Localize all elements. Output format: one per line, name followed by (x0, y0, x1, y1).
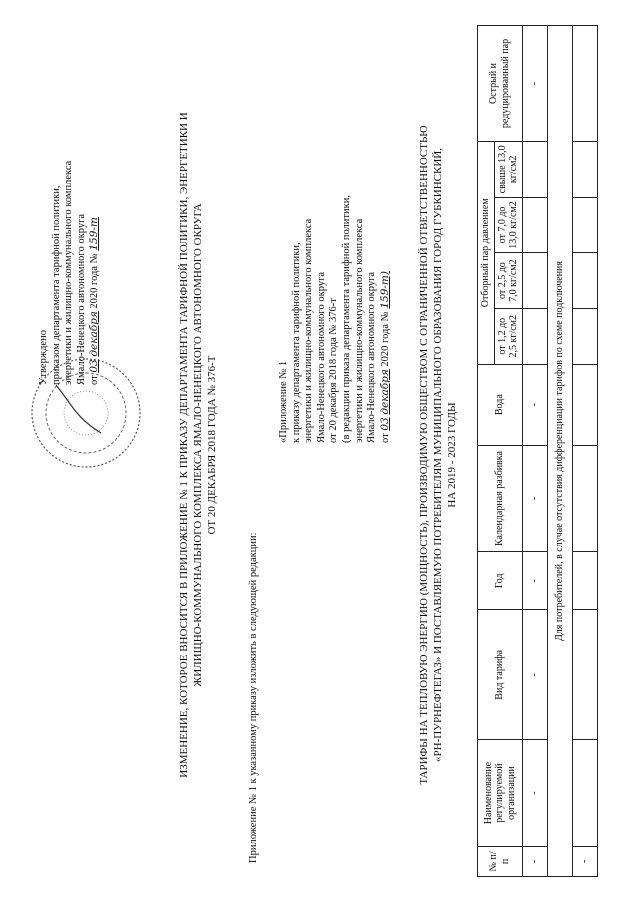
order-number: 159-т) (378, 271, 391, 309)
header-steam: Отборный пар давлением (478, 142, 495, 365)
table-cell (572, 552, 597, 610)
order-number: 159-т (88, 217, 101, 251)
tariff-title-line: «РН-ПУРНЕФТЕГАЗ» И ПОСТАВЛЯЕМУЮ ПОТРЕБИТЕЛЯМ МУНИЦИПАЛЬНОГО ОБРАЗОВАНИЯ ГОРОД ГУБКИНСКИЙ, (431, 148, 444, 763)
document-heading (178, 45, 219, 845)
approval-line: энергетики и жилищно-коммунального комплекса (63, 160, 75, 385)
appendix-line: к приказу департамента тарифной политики, (290, 242, 302, 443)
appendix-line: Ямало-Ненецкого автономного округа (315, 271, 327, 443)
header-pressure-3: от 7,0 до 13,0 кг/см2 (494, 197, 522, 253)
tariff-table (477, 25, 598, 877)
table-cell (572, 253, 597, 309)
table-note: Для потребителей, в случае отсутствия дифференциации тарифов по схеме подключения (547, 26, 572, 877)
table-note-row (547, 26, 572, 877)
table-cell (572, 610, 597, 740)
appendix-line: от 20 декабря 2018 года № 376-т (328, 298, 340, 443)
header-pressure-1: от 1,2 до 2,5 кг/см2 (494, 308, 522, 364)
table-cell: - (522, 552, 547, 610)
table-cell (522, 308, 547, 364)
table-cell: - (522, 445, 547, 552)
table-cell: - (522, 610, 547, 740)
date-month: декабря (88, 311, 101, 357)
intro-text: Приложение № 1 к указанному приказу изложить в следующей редакции: (248, 532, 259, 863)
heading-line: ИЗМЕНЕНИЕ, КОТОРОЕ ВНОСИТСЯ В ПРИЛОЖЕНИЕ № 1 К ПРИКАЗУ ДЕПАРТАМЕНТА ТАРИФНОЙ ПОЛИТИКИ, ЭНЕРГЕТИКИ И (178, 112, 190, 778)
header-pressure-4: свыше 13,0 кг/см2 (494, 142, 522, 198)
table-cell: - (522, 364, 547, 445)
date-prefix: от (379, 433, 391, 443)
table-cell: - (522, 740, 547, 847)
date-day: 03 (378, 417, 391, 431)
heading-line: ЖИЛИЩНО-КОММУНАЛЬНОГО КОМПЛЕКСА ЯМАЛО-НЕНЕЦКОГО АВТОНОМНОГО ОКРУГА (191, 203, 204, 687)
header-live-steam: Острый и редуцированный пар (478, 26, 523, 142)
table-row (522, 26, 547, 877)
date-prefix: от (89, 375, 101, 385)
date-year: 2020 года № (379, 311, 391, 367)
table-cell (522, 197, 547, 253)
tariff-title-line: ТАРИФЫ НА ТЕПЛОВУЮ ЭНЕРГИЮ (МОЩНОСТЬ), ПРОИЗВОДИМУЮ ОБЩЕСТВОМ С ОГРАНИЧЕННОЙ ОТВЕТСТВЕННОСТЬЮ (418, 125, 430, 785)
approval-line: Утверждено (38, 330, 49, 385)
table-cell (522, 253, 547, 309)
header-pressure-2: от 2,5 до 7,0 кг/см2 (494, 253, 522, 309)
header-water: Вода (478, 364, 523, 445)
table-cell (572, 142, 597, 198)
appendix-date-line (379, 113, 393, 443)
date-month: декабря (378, 369, 391, 415)
table-row (572, 26, 597, 877)
appendix-line: Ямало-Ненецкого автономного округа (366, 271, 378, 443)
approval-block (38, 55, 102, 385)
table-cell (572, 364, 597, 445)
header-calendar: Календарная разбивка (478, 445, 523, 552)
tariff-title (418, 25, 459, 885)
table-cell: - (522, 26, 547, 142)
appendix-block (278, 113, 392, 443)
appendix-line: энергетики и жилищно-коммунального комплекса (303, 218, 315, 443)
approval-line: приказом департамента тарифной политики, (50, 185, 62, 385)
heading-line: ОТ 20 ДЕКАБРЯ 2018 ГОДА № 376-Т (205, 355, 218, 535)
approval-line: Ямало-Ненецкого автономного округа (75, 213, 87, 385)
header-org: Наименование регулируемой организации (478, 740, 523, 847)
table-cell (522, 142, 547, 198)
approval-date-line (88, 55, 102, 385)
date-year: 2020 года № (89, 253, 101, 309)
table-cell: - (522, 846, 547, 876)
table-cell (572, 197, 597, 253)
date-day: 03 (88, 359, 101, 373)
table-cell (572, 308, 597, 364)
table-cell (572, 26, 597, 142)
appendix-line: «Приложение № 1 (278, 360, 289, 443)
header-year: Год (478, 552, 523, 610)
header-num: № п/п (478, 846, 523, 876)
appendix-line: энергетики и жилищно-коммунального комплекса (353, 218, 365, 443)
header-kind: Вид тарифа (478, 610, 523, 740)
tariff-title-line: НА 2019 - 2023 ГОДЫ (445, 402, 458, 508)
table-header-row (478, 26, 495, 877)
table-cell (572, 740, 597, 847)
table-cell: - (572, 846, 597, 876)
table-cell (572, 445, 597, 552)
appendix-line: (в редакции приказа департамента тарифной политики, (340, 195, 352, 443)
